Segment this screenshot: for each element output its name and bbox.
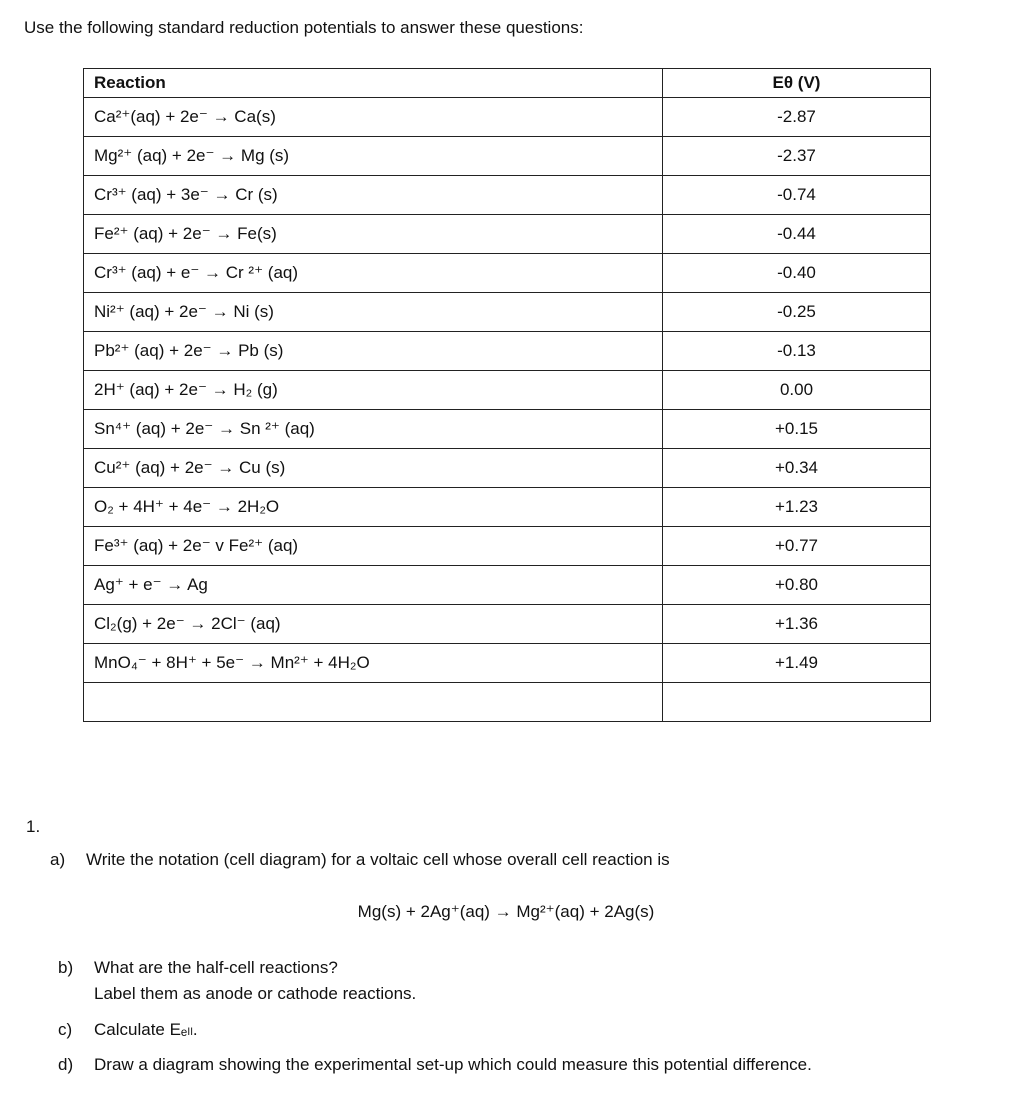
potential-cell: +0.15 — [663, 410, 931, 449]
potential-cell: -0.13 — [663, 332, 931, 371]
reaction-cell — [84, 683, 663, 722]
table-row — [84, 488, 931, 527]
table-row — [84, 566, 931, 605]
question-c-text: Calculate Eₑₗₗ. — [94, 1020, 198, 1039]
reaction-cell: Cl₂(g) + 2e⁻ → 2Cl⁻ (aq) — [84, 605, 663, 644]
reaction-cell: Cr³⁺ (aq) + e⁻ → Cr ²⁺ (aq) — [84, 254, 663, 293]
potential-cell: 0.00 — [663, 371, 931, 410]
table-row — [84, 644, 931, 683]
reaction-cell: Sn⁴⁺ (aq) + 2e⁻ → Sn ²⁺ (aq) — [84, 410, 663, 449]
potential-cell: -0.44 — [663, 215, 931, 254]
potential-column-header: Eθ (V) — [663, 69, 931, 98]
table-header-row — [84, 69, 931, 98]
potential-cell: +0.80 — [663, 566, 931, 605]
question-number: 1. — [26, 817, 41, 836]
potential-cell: -2.87 — [663, 98, 931, 137]
question-a-text: Write the notation (cell diagram) for a voltaic cell whose overall cell reaction is — [86, 850, 670, 869]
reaction-cell: Pb²⁺ (aq) + 2e⁻ → Pb (s) — [84, 332, 663, 371]
table-row — [84, 215, 931, 254]
potential-cell: +1.49 — [663, 644, 931, 683]
reaction-cell: Ni²⁺ (aq) + 2e⁻ → Ni (s) — [84, 293, 663, 332]
question-a-label: a) — [50, 850, 66, 869]
table-row — [84, 332, 931, 371]
question-b — [58, 955, 416, 1007]
intro-text: Use the following standard reduction potentials to answer these questions: — [24, 18, 584, 37]
reaction-cell: Cr³⁺ (aq) + 3e⁻ → Cr (s) — [84, 176, 663, 215]
table-row — [84, 98, 931, 137]
question-a — [50, 850, 670, 870]
table-row — [84, 449, 931, 488]
overall-cell-reaction: Mg(s) + 2Ag⁺(aq) → Mg²⁺(aq) + 2Ag(s) — [357, 902, 655, 921]
potential-cell: -0.25 — [663, 293, 931, 332]
reaction-cell: MnO₄⁻ + 8H⁺ + 5e⁻ → Mn²⁺ + 4H₂O — [84, 644, 663, 683]
potential-cell: +1.23 — [663, 488, 931, 527]
potential-cell: -0.40 — [663, 254, 931, 293]
reaction-cell: Fe²⁺ (aq) + 2e⁻ → Fe(s) — [84, 215, 663, 254]
table-row — [84, 176, 931, 215]
reaction-cell: 2H⁺ (aq) + 2e⁻ → H₂ (g) — [84, 371, 663, 410]
reaction-cell: Fe³⁺ (aq) + 2e⁻ v Fe²⁺ (aq) — [84, 527, 663, 566]
potential-cell: +1.36 — [663, 605, 931, 644]
question-b-line1: What are the half-cell reactions? — [94, 958, 338, 977]
reaction-cell: Ca²⁺(aq) + 2e⁻ → Ca(s) — [84, 98, 663, 137]
reaction-column-header: Reaction — [84, 69, 663, 98]
potential-cell: -2.37 — [663, 137, 931, 176]
table-row — [84, 371, 931, 410]
table-row — [84, 137, 931, 176]
question-d — [58, 1055, 812, 1075]
reaction-cell: Cu²⁺ (aq) + 2e⁻ → Cu (s) — [84, 449, 663, 488]
potential-cell: -0.74 — [663, 176, 931, 215]
reaction-cell: Ag⁺ + e⁻ → Ag — [84, 566, 663, 605]
reaction-cell: Mg²⁺ (aq) + 2e⁻ → Mg (s) — [84, 137, 663, 176]
reduction-potentials-table — [83, 68, 931, 722]
potential-cell: +0.77 — [663, 527, 931, 566]
question-d-label: d) — [58, 1055, 74, 1074]
potential-cell: +0.34 — [663, 449, 931, 488]
table-row — [84, 254, 931, 293]
question-d-text: Draw a diagram showing the experimental set-up which could measure this potential difference. — [94, 1055, 812, 1074]
table-row — [84, 527, 931, 566]
table-row-blank — [84, 683, 931, 722]
question-b-line2: Label them as anode or cathode reactions. — [94, 984, 417, 1003]
question-c — [58, 1020, 198, 1040]
reaction-cell: O₂ + 4H⁺ + 4e⁻ → 2H₂O — [84, 488, 663, 527]
question-b-label: b) — [58, 958, 74, 977]
table-row — [84, 605, 931, 644]
table-row — [84, 410, 931, 449]
question-c-label: c) — [58, 1020, 73, 1039]
table-row — [84, 293, 931, 332]
potential-cell — [663, 683, 931, 722]
